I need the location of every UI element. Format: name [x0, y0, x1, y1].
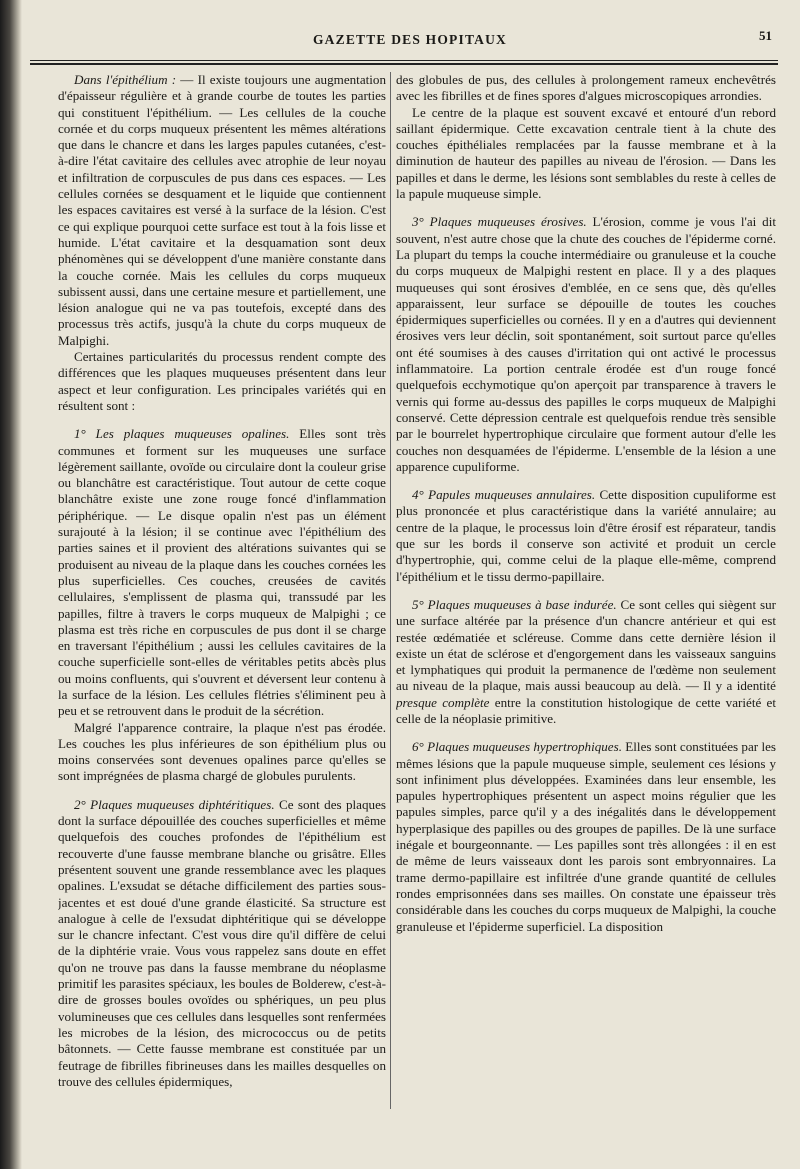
- paragraph: [58, 72, 386, 349]
- section-title: 1° Les plaques muqueuses opalines.: [74, 426, 290, 442]
- header-rule: [30, 60, 778, 61]
- section-erosives: [396, 214, 776, 475]
- section-title: 5° Plaques muqueuses à base indurée.: [412, 596, 617, 612]
- section-text: Ce sont celles qui siègent sur une surface altérée par la présence d'un chancre antérieur et qui est restée œdématiée et scléreuse. Comme dans cette dernière lésion il existe un état de sclérose et d'engorgement dans les vaisseaux sanguins et lymphatiques qui produit la permanence de l'œdème non seulement au niveau de la plaque, mais aussi beaucoup au delà. — Il y a identité: [396, 596, 776, 694]
- section-hypertrophiques: [396, 739, 776, 935]
- paragraph: Malgré l'apparence contraire, la plaque n'est pas érodée. Les couches les plus inférieures de son épithélium plus ou moins conservées sont devenues opalines parce qu'elles se sont imprégnées de plasma chargé de globules purulents.: [58, 719, 386, 784]
- left-column: [58, 72, 386, 1155]
- paragraph-text: — Il existe toujours une augmentation d'épaisseur régulière et à grande courbe de toutes les parties qui constituent l'épithélium. — Les cellules de la couche cornée et du corps muqueux présentent les mêmes altérations que dans le chancre et dans les larges papules cutanées, c'est-à-dire l'état cavitaire des cellules avec atrophie de leur noyau et infiltration de corpuscules de pus dans ces espaces. — Les cellules cornées se desquament et le liquide que contiennent les espaces cavitaires est versé à la surface de la lésion. C'est ce qui explique pourquoi cette surface est tout à la fois lisse et humide. L'état cavitaire et la desquamation sont deux phénomènes qui se développent d'une manière constante dans la couche cornée. Mais les cellules du corps muqueux subissent aussi, dans une certaine mesure et partiellement, une lésion analogue qui ne va pas toutefois, excepté dans des processus très actifs, jusqu'à la chute du corps muqueux de Malpighi.: [58, 72, 386, 348]
- page-header: [30, 28, 790, 50]
- section-title: 6° Plaques muqueuses hypertrophiques.: [412, 739, 622, 755]
- section-title: 4° Papules muqueuses annulaires.: [412, 487, 596, 503]
- section-text: L'érosion, comme je vous l'ai dit souvent, n'est autre chose que la chute des couches de l'épiderme corné. La plupart du temps la couche intermédiaire ou granuleuse et la couche du corps muqueux de Malpighi restent en place. Il y a des plaques muqueuses qui sont érosives d'emblée, en ce sens que, dès qu'elles apparaissent, leur surface se dépouille de toutes les couches épidermiques superficielles ou cornées. Il y en a d'autres qui deviennent érosives vers leur déclin, soit spontanément, soit surtout parce qu'elles ont été soumises à des causes d'irritation qui ont activé le processus inflammatoire. La portion centrale érodée est d'un rouge foncé quelquefois ecchymotique qu'on aperçoit par transparence à travers le vernis qui forme au-dessus des papilles le corps muqueux de Malpighi conservé. Cette dépression centrale est quelquefois rendue très sensible par le bourrelet hypertrophique circulaire que forment autour d'elle les couches non desquamées de l'épiderme. L'ensemble de la lésion a une apparence cupuliforme.: [396, 214, 776, 474]
- section-diphteritiques: [58, 797, 386, 1090]
- section-text: entre la constitution histologique de cette variété et celle de la néoplasie primitive.: [396, 694, 776, 726]
- emphasis: presque complète: [396, 694, 490, 710]
- section-text: Elles sont très communes et forment sur les muqueuses une surface légèrement saillante, ovoïde ou circulaire dont la couleur grise ou blanchâtre est caractéristique. Tout autour de cette coque blanchâtre existe une zone rouge foncé d'inflammation périphérique. — Le disque opalin n'est pas un élément surajouté à la lésion; il se continue avec l'épithélium des parties saines et il provient des altérations suivantes qui se produisent au niveau de la plaque dans les couches cornées les plus superficielles. Ces couches, creusées de cavités cellulaires, s'emplissent de plasma qui, transsudé par les papilles, filtre à travers le corps muqueux de Malpighi ; ce plasma est très riche en corpuscules de pus dont il se charge en traversant l'épithélium ; aussi les cellules cavitaires de la couche superficielle sont-elles de véritables petits abcès plus ou moins confluents, qui s'ouvrent et déversent leur contenu à la surface de la lésion. Les cellules flétries s'éliminent peu à peu et se retrouvent dans le produit de la sécrétion.: [58, 426, 386, 719]
- right-column: [396, 72, 776, 1155]
- section-opalines: [58, 426, 386, 719]
- section-title: 2° Plaques muqueuses diphtéritiques.: [74, 796, 275, 812]
- section-text: Elles sont constituées par les mêmes lésions que la papule muqueuse simple, seulement ces lésions y sont infiniment plus développées. Examinées dans leur ensemble, les papules hypertrophiques présentent un aspect moins régulier que les papules simples, parce qu'il y a des inégalités dans le développement hyperplasique des papilles ou des groupes de papilles. De là une surface inégale et bourgeonnante. — Les papilles sont très allongées : il en est de même de leurs vaisseaux dont les parois sont embryonnaires. La trame dermo-papillaire est infiltrée d'une grande quantité de cellules rondes emprisonnées dans ses mailles. On constate une épaisseur très considérable dans les couches du corps muqueux de Malpighi, la couche granuleuse et l'épiderme superficiel. La disposition: [396, 739, 776, 934]
- section-base-induree: [396, 597, 776, 727]
- paragraph-lead: Dans l'épithélium :: [74, 72, 177, 87]
- running-title: GAZETTE DES HOPITAUX: [312, 32, 508, 47]
- paragraph: Certaines particularités du processus rendent compte des différences que les plaques muqueuses présentent dans leur aspect et leur configuration. Les principales variétés qui en résultent sont :: [58, 349, 386, 413]
- column-divider: [390, 72, 391, 1109]
- paragraph: des globules de pus, des cellules à prolongement rameux enchevêtrés avec les fibrilles et de fines spores d'algues microscopiques arrondies.: [396, 72, 776, 104]
- section-annulaires: [396, 487, 776, 585]
- header-rule-thick: [30, 63, 778, 65]
- paragraph: Le centre de la plaque est souvent excavé et entouré d'un rebord saillant épidermique. Cette excavation centrale tient à la chute des couches épithéliales remplacées par la fausse membrane et à la diminution de hauteur des papilles au niveau de l'érosion. — Dans les papilles et dans le derme, les lésions sont semblables du reste à celles de la papule muqueuse simple.: [396, 104, 776, 202]
- page-number: 51: [759, 28, 772, 43]
- section-title: 3° Plaques muqueuses érosives.: [412, 214, 587, 230]
- section-text: Cette disposition cupuliforme est plus prononcée et plus caractéristique dans la variété annulaire; au centre de la plaque, le processus loin d'être érosif est réparateur, tandis que sur les bords il conserve son activité et produit un cercle d'hypertrophie, qui, comme celui de la plaque elle-même, comprend l'épithélium et le tissu dermo-papillaire.: [396, 487, 776, 584]
- section-text: Ce sont des plaques dont la surface dépouillée des couches superficielles et même quelquefois des couches profondes de l'épithélium est recouverte d'une fausse membrane blanche ou grisâtre. Elles présentent souvent une grande ressemblance avec les plaques opalines. L'exsudat se détache difficilement des parties sous-jacentes et est doué d'une grande élasticité. Sa structure est analogue à celle de l'exsudat diphtéritique qui se développe sur le chancre infectant. C'est vous dire qu'il diffère de celui de la diphtérie vraie. Vous vous rappelez sans doute en effet qu'on ne trouve pas dans la fausse membrane du néoplasme primitif les parasites spéciaux, les boules de Bolderew, c'est-à-dire de grosses boules ovoïdes ou sphériques, un peu plus volumineuses que ces cellules dans lesquelles sont renfermées les microbes de la lésion, des micrococcus ou de petits bâtonnets. — Cette fausse membrane est constituée par un feutrage de fibrilles fibrineuses dans les mailles desquelles on trouve des cellules épidermiques,: [58, 796, 386, 1089]
- binding-shadow: [0, 0, 22, 1169]
